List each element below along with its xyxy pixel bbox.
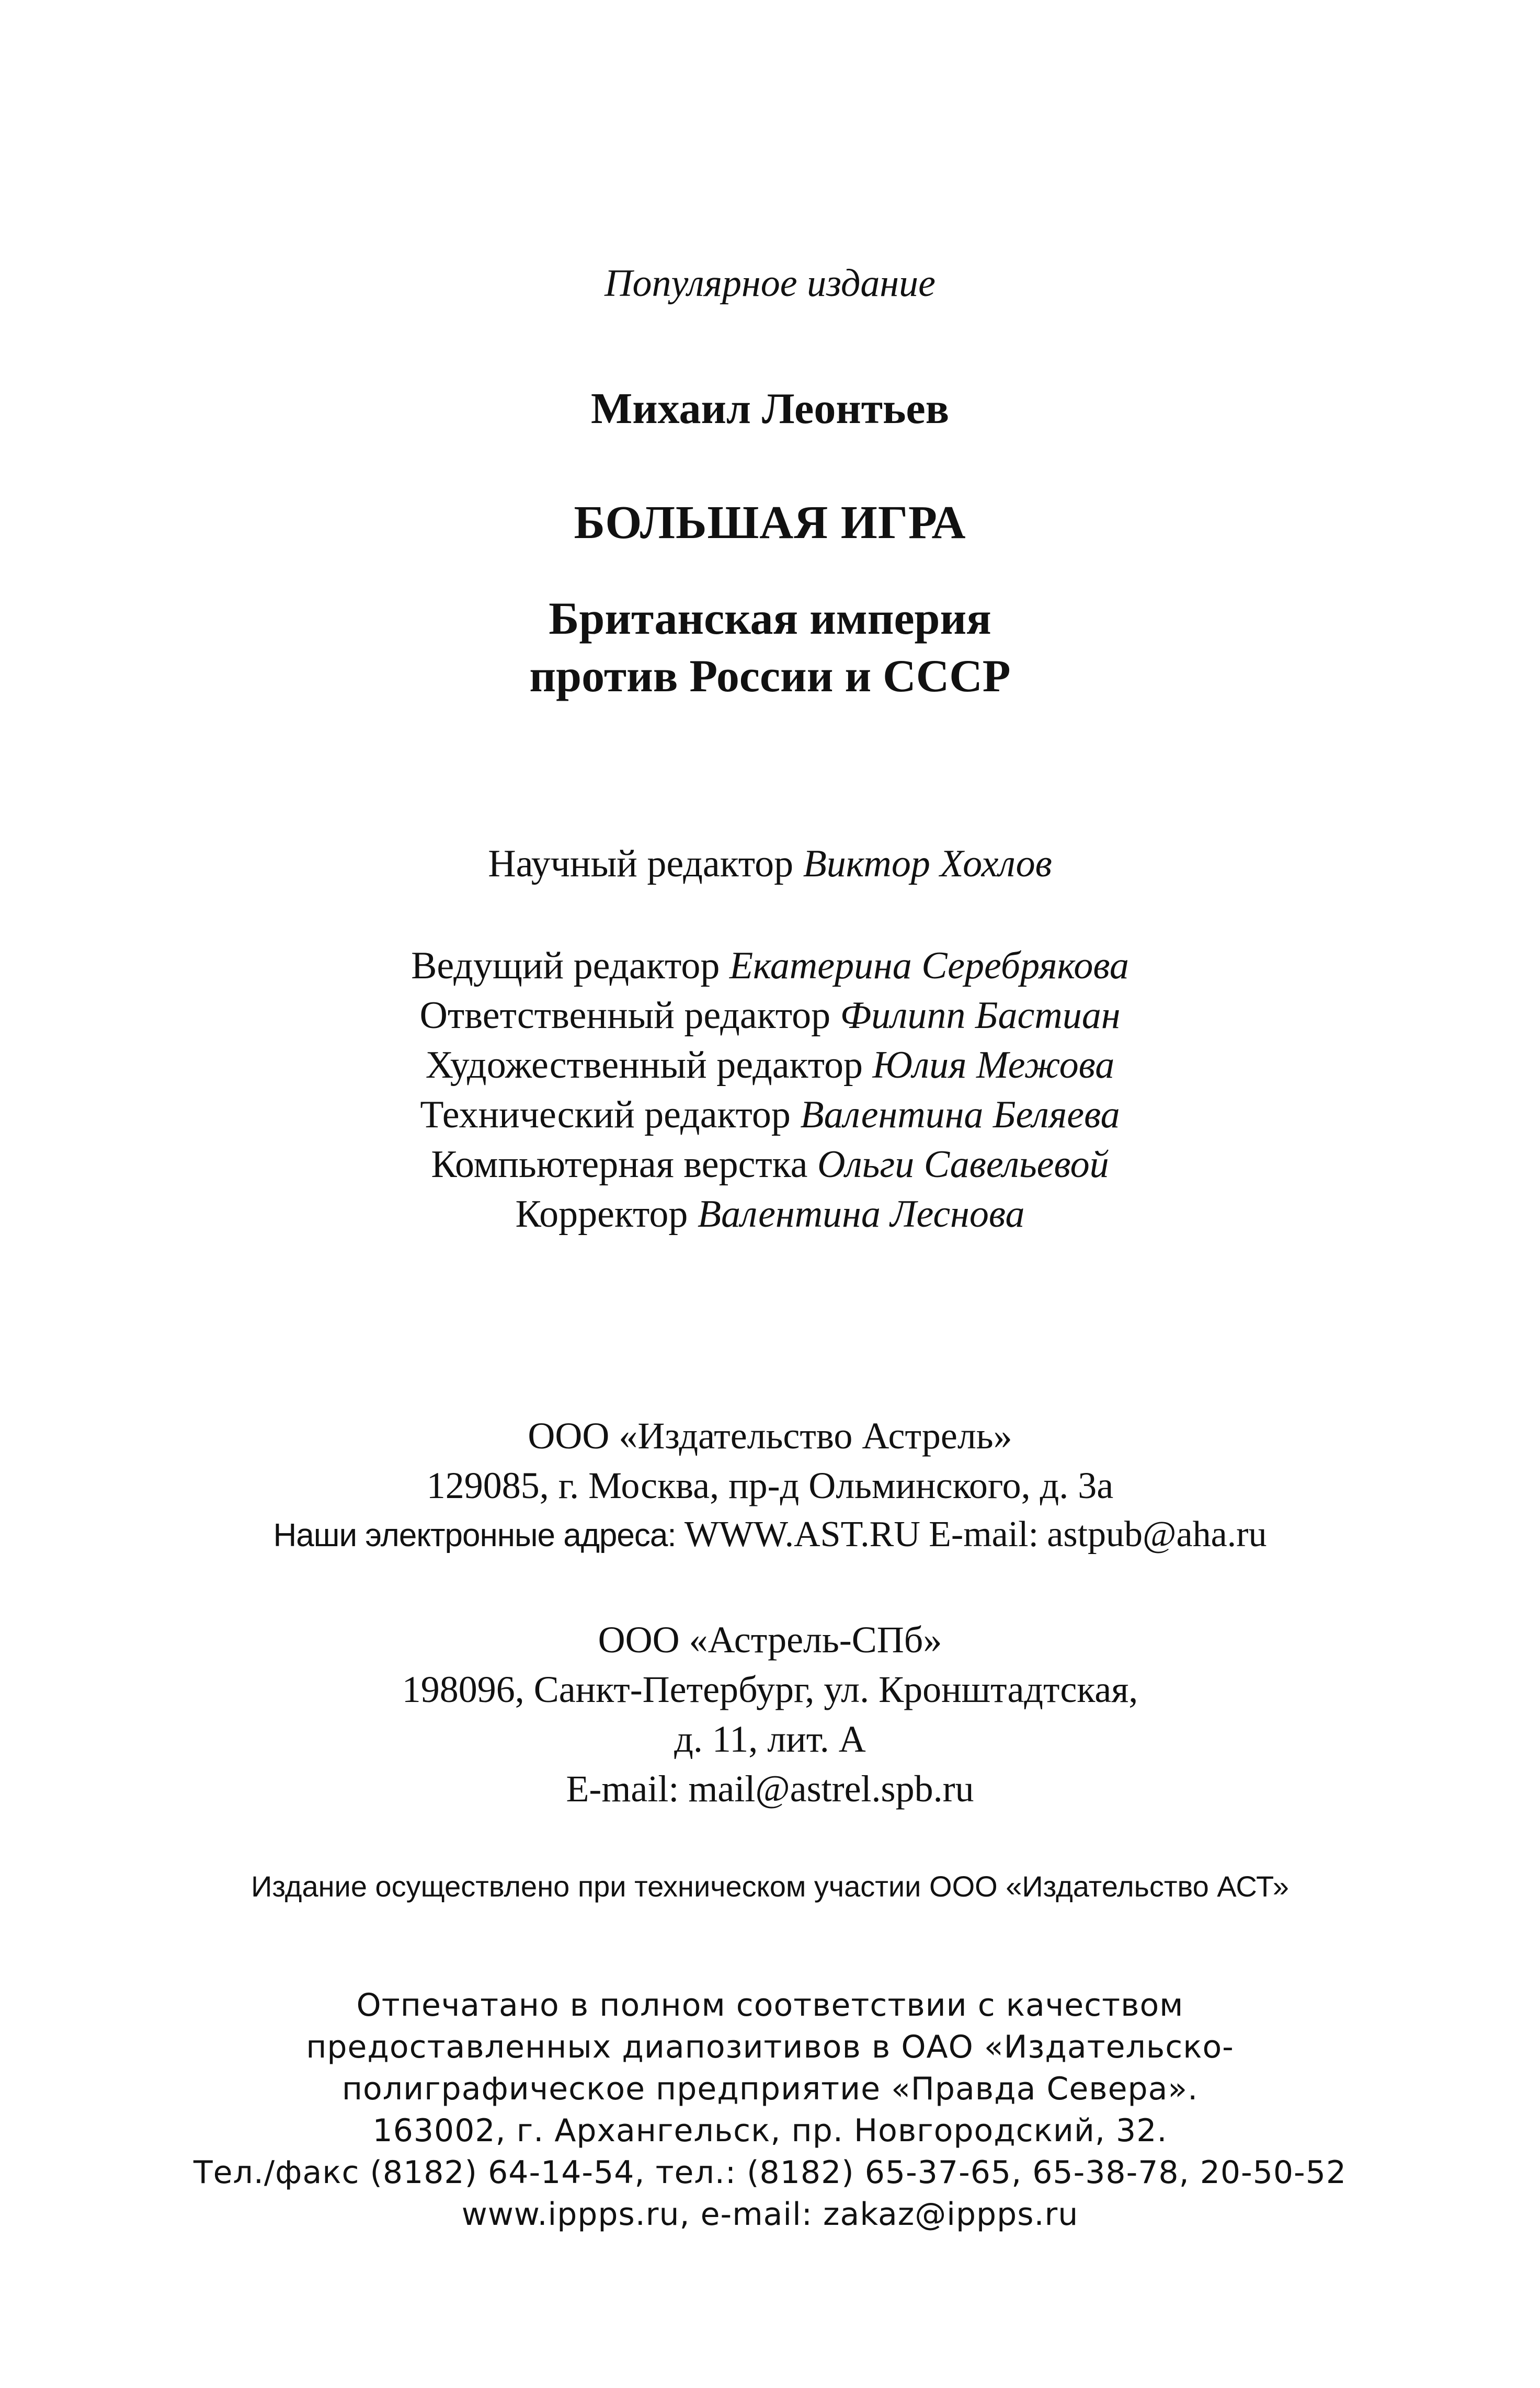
printing-line: Отпечатано в полном соответствии с качеством [356, 1987, 1184, 2024]
subtitle-line-1: Британская империя [549, 593, 991, 644]
credit-person: Виктор Хохлов [803, 842, 1052, 885]
book-title: БОЛЬШАЯ ИГРА [574, 497, 966, 549]
printing-line: Тел./факс (8182) 64-14-54, тел.: (8182) 65-37-65, 65-38-78, 20-50-52 [193, 2154, 1347, 2191]
credit-person: Валентина Леснова [697, 1193, 1025, 1236]
credit-line [0, 844, 1540, 883]
publisher-address: 129085, г. Москва, пр-д Ольминского, д. 3а [426, 1465, 1114, 1506]
credit-line [0, 1044, 1540, 1087]
publisher-name: ООО «Издательство Астрель» [528, 1415, 1012, 1457]
credit-person: Филипп Бастиан [840, 994, 1121, 1037]
spb-address-line-2: д. 11, лит. А [674, 1718, 866, 1760]
spb-publisher-name: ООО «Астрель-СПб» [598, 1619, 942, 1661]
credit-role: Художественный редактор [425, 1044, 863, 1087]
credit-line [0, 946, 1540, 985]
publisher-contacts [0, 1516, 1540, 1553]
subtitle-line-2: против России и СССР [529, 651, 1011, 702]
credit-person: Валентина Беляева [800, 1093, 1120, 1136]
printing-line: полиграфическое предприятие «Правда Севера». [341, 2071, 1199, 2107]
credit-line [0, 1095, 1540, 1134]
credit-line [0, 1145, 1540, 1184]
credit-person: Ольги Савельевой [817, 1143, 1109, 1186]
web-address: WWW.AST.RU [684, 1514, 920, 1555]
credit-role: Научный редактор [488, 842, 794, 885]
author-name: Михаил Леонтьев [590, 384, 950, 433]
printing-line: 163002, г. Архангельск, пр. Новгородский, 32. [372, 2112, 1168, 2149]
series-label: Популярное издание [604, 262, 936, 305]
credit-line [0, 996, 1540, 1035]
printing-line: www.ippps.ru, e-mail: zakaz@ippps.ru [461, 2196, 1079, 2233]
credit-role: Технический редактор [420, 1093, 791, 1136]
credit-role: Компьютерная верстка [431, 1143, 808, 1186]
credit-person: Юлия Межова [872, 1044, 1115, 1087]
web-label: Наши электронные адреса: [273, 1517, 676, 1553]
credit-person: Екатерина Серебрякова [729, 944, 1129, 987]
credit-role: Ведущий редактор [411, 944, 720, 987]
spb-email: E-mail: mail@astrel.spb.ru [566, 1768, 974, 1810]
email-address: astpub@aha.ru [1047, 1514, 1267, 1555]
credit-role: Корректор [515, 1193, 688, 1236]
credit-line [0, 1193, 1540, 1236]
technical-note: Издание осуществлено при техническом участии ООО «Издательство АСТ» [251, 1870, 1289, 1903]
credit-role: Ответственный редактор [419, 994, 831, 1037]
printing-line: предоставленных диапозитивов в ОАО «Издательско- [306, 2029, 1234, 2065]
spb-address-line-1: 198096, Санкт-Петербург, ул. Кронштадтская, [402, 1669, 1138, 1710]
email-label: E-mail: [929, 1514, 1039, 1555]
